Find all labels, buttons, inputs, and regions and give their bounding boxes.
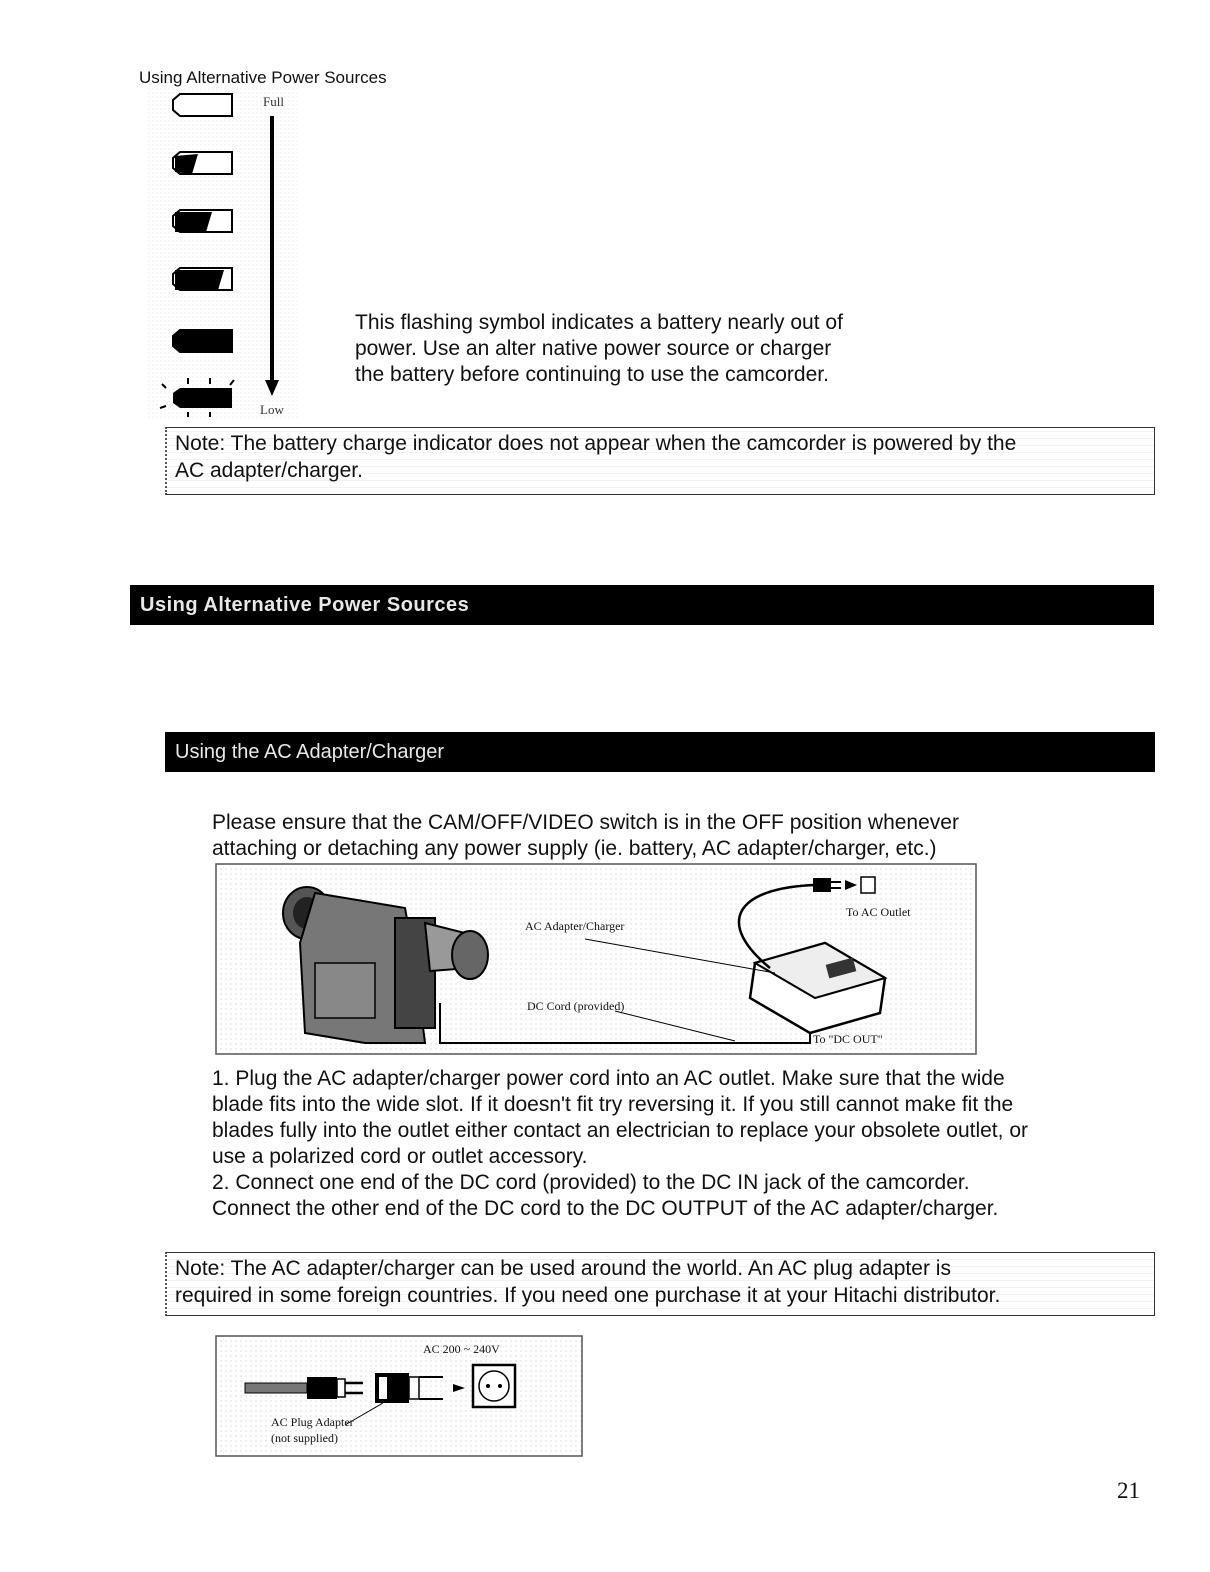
- step-line: blades fully into the outlet either contact an electrician to replace your obsolete outlet, or: [212, 1119, 1028, 1142]
- ac-adapter-connection-diagram: [215, 863, 977, 1055]
- label-dc-cord: DC Cord (provided): [527, 999, 625, 1013]
- wall-outlet-icon: [473, 1365, 515, 1407]
- ac-plug-adapter-diagram: [215, 1335, 583, 1457]
- step-line: Connect the other end of the DC cord to the DC OUTPUT of the AC adapter/charger.: [212, 1197, 999, 1220]
- step-line: blade fits into the wide slot. If it doesn't fit try reversing it. If you still cannot make fit the: [212, 1093, 1014, 1116]
- subsection-title: Using the AC Adapter/Charger: [165, 732, 1155, 772]
- battery-indicator-note: Note: The battery charge indicator does not appear when the camcorder is powered by the AC adapter/charger.: [165, 427, 1155, 495]
- label-to-dc-out: To "DC OUT": [813, 1032, 883, 1046]
- ac-plug-adapter-note: Note: The AC adapter/charger can be used around the world. An AC plug adapter is required in some foreign countries. If you need one purchase it at your Hitachi distributor.: [165, 1252, 1155, 1316]
- battery-level-2-5-icon: [173, 268, 232, 290]
- step-line: use a polarized cord or outlet accessory.: [212, 1145, 588, 1168]
- steps-list: [212, 1066, 1157, 1222]
- label-ac-adapter-charger: AC Adapter/Charger: [525, 919, 625, 933]
- step-line: 1. Plug the AC adapter/charger power cord into an AC outlet. Make sure that the wide: [212, 1067, 1005, 1090]
- flashing-symbol-description: This flashing symbol indicates a battery nearly out of power. Use an alter native power source or charger the battery before continuing to use the camcorder.: [355, 311, 843, 386]
- low-label: Low: [260, 402, 284, 417]
- full-label: Full: [263, 94, 284, 109]
- battery-indicator-figure: [148, 88, 298, 418]
- label-ac-plug-adapter: AC Plug Adapter: [271, 1415, 354, 1429]
- running-head: Using Alternative Power Sources: [139, 68, 387, 87]
- label-to-ac-outlet: To AC Outlet: [846, 905, 911, 919]
- battery-level-full-icon: [173, 94, 232, 116]
- battery-level-1-5-icon: [173, 330, 232, 352]
- label-voltage: AC 200 ~ 240V: [423, 1342, 500, 1356]
- intro-paragraph: Please ensure that the CAM/OFF/VIDEO switch is in the OFF position whenever attaching or detaching any power supply (ie. battery, AC adapter/charger, etc.): [212, 811, 959, 860]
- battery-level-4-5-icon: [173, 152, 232, 174]
- label-not-supplied: (not supplied): [271, 1431, 338, 1445]
- battery-level-3-5-icon: [173, 210, 232, 232]
- page-number: 21: [1117, 1478, 1140, 1503]
- step-line: 2. Connect one end of the DC cord (provided) to the DC IN jack of the camcorder.: [212, 1171, 970, 1194]
- section-title: Using Alternative Power Sources: [130, 585, 1154, 625]
